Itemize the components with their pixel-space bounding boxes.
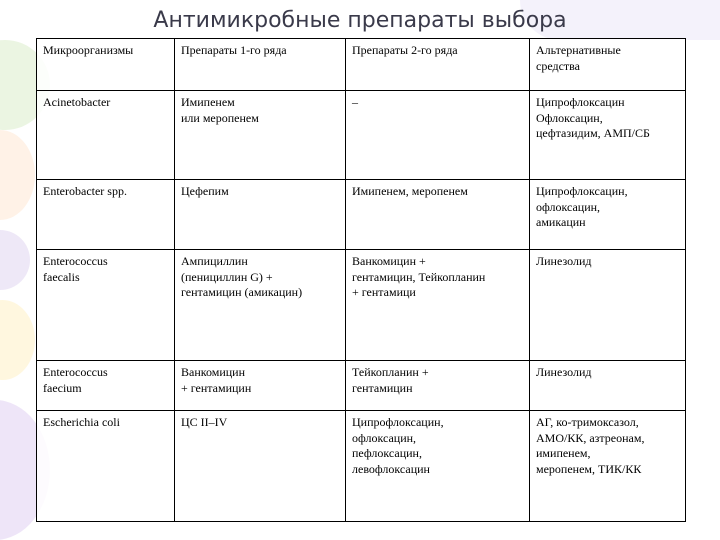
table-cell: Enterobacter spp. [37, 180, 175, 250]
table-cell: Тейкопланин + гентамицин [346, 361, 530, 411]
table-cell: Enterococcus faecalis [37, 250, 175, 361]
header-cell-organisms: Микроорганизмы [37, 39, 175, 91]
table-row [37, 250, 686, 361]
table-cell: Acinetobacter [37, 91, 175, 180]
slide-title: Антимикробные препараты выбора [153, 8, 567, 33]
table-cell: АГ, ко-тримоксазол, АМО/КК, азтреонам, имипенем, меропенем, ТИК/КК [530, 411, 686, 522]
table-cell: Ванкомицин + гентамицин, Тейкопланин + гентамици [346, 250, 530, 361]
table-row [37, 411, 686, 522]
decor-circle-yellow [0, 300, 35, 380]
table-cell: Ванкомицин + гентамицин [175, 361, 346, 411]
table-cell: Имипенем или меропенем [175, 91, 346, 180]
drug-table [36, 38, 686, 522]
header-cell-first-line: Препараты 1-го ряда [175, 39, 346, 91]
table-cell: Enterococcus faecium [37, 361, 175, 411]
decor-circle-peach [0, 130, 35, 220]
table-cell: Ципрофлоксацин, офлоксацин, пефлоксацин, левофлоксацин [346, 411, 530, 522]
table-cell: ЦС II–IV [175, 411, 346, 522]
table-header-row [37, 39, 686, 91]
decor-circle-lilac [0, 230, 30, 290]
header-cell-alternatives: Альтернативные средства [530, 39, 686, 91]
table-row [37, 91, 686, 180]
table-cell: Escherichia coli [37, 411, 175, 522]
table-cell: Цефепим [175, 180, 346, 250]
table-row [37, 180, 686, 250]
header-cell-second-line: Препараты 2-го ряда [346, 39, 530, 91]
table-cell: – [346, 91, 530, 180]
table-cell: Имипенем, меропенем [346, 180, 530, 250]
table-cell: Ампициллин (пенициллин G) + гентамицин (амикацин) [175, 250, 346, 361]
table-cell: Ципрофлоксацин, офлоксацин, амикацин [530, 180, 686, 250]
table-row [37, 361, 686, 411]
table-cell: Ципрофлоксацин Офлоксацин, цефтазидим, АМП/СБ [530, 91, 686, 180]
table-cell: Линезолид [530, 250, 686, 361]
table-cell: Линезолид [530, 361, 686, 411]
